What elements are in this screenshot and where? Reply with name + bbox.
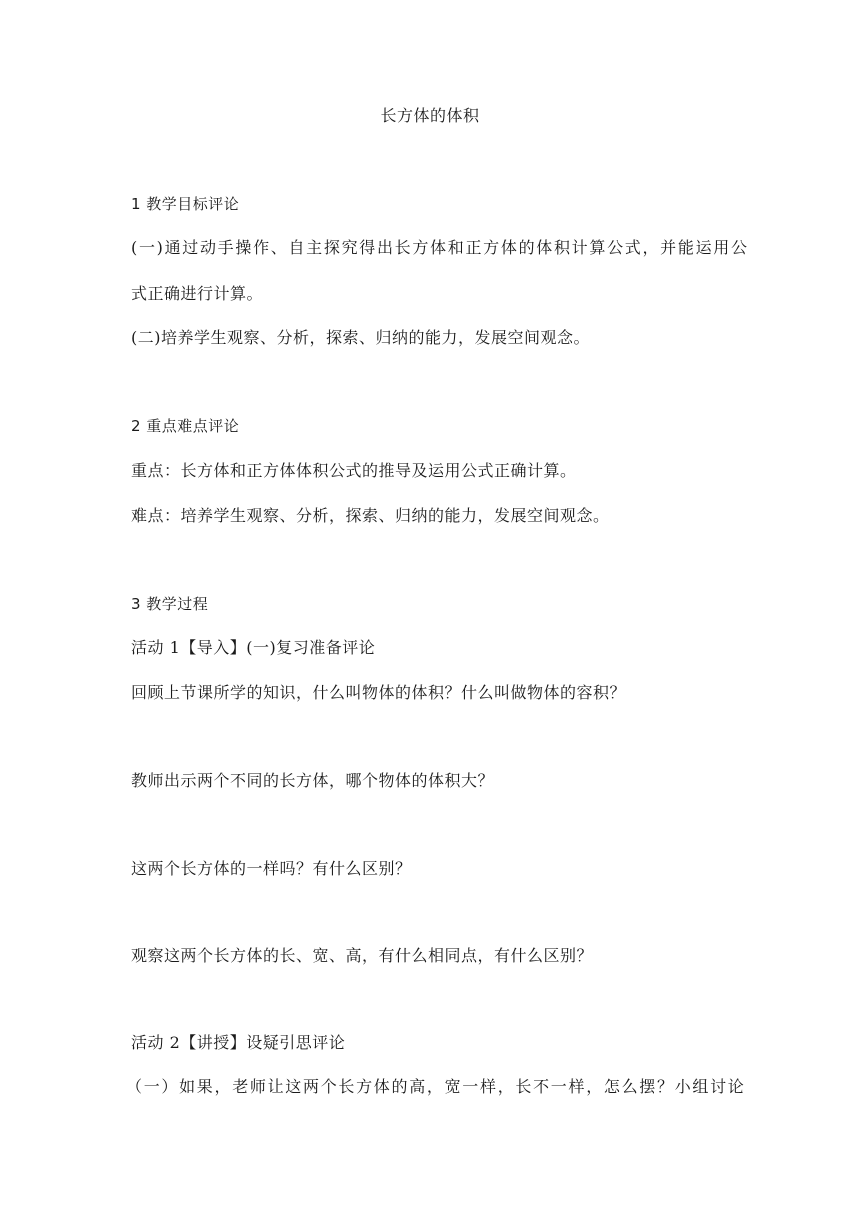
section-heading-teaching-process: 3 教学过程 (131, 595, 209, 613)
paragraph-line: 教师出示两个不同的长方体，哪个物体的体积大？ (131, 771, 495, 790)
section-heading-key-points: 2 重点难点评论 (131, 417, 240, 435)
paragraph-line: (二)培养学生观察、分析，探索、归纳的能力，发展空间观念。 (131, 328, 590, 347)
paragraph-line: 这两个长方体的一样吗？有什么区别？ (131, 859, 412, 878)
activity-heading: 活动 2【讲授】设疑引思评论 (131, 1033, 346, 1052)
paragraph-line: 难点：培养学生观察、分析，探索、归纳的能力，发展空间观念。 (131, 506, 610, 525)
activity-heading: 活动 1【导入】(一)复习准备评论 (131, 638, 376, 657)
paragraph-line: 观察这两个长方体的长、宽、高，有什么相同点，有什么区别？ (131, 946, 594, 965)
paragraph-line: 式正确进行计算。 (131, 284, 264, 303)
paragraph-line: 回顾上节课所学的知识，什么叫物体的体积？什么叫做物体的容积？ (131, 683, 627, 702)
paragraph-line: 重点：长方体和正方体体积公式的推导及运用公式正确计算。 (131, 461, 577, 480)
document-title: 长方体的体积 (380, 106, 480, 125)
paragraph-line: (一)通过动手操作、自主探究得出长方体和正方体的体积计算公式，并能运用公 (131, 238, 749, 257)
paragraph-line: （一）如果，老师让这两个长方体的高，宽一样，长不一样，怎么摆？小组讨论 (126, 1077, 746, 1096)
section-heading-teaching-goals: 1 教学目标评论 (131, 195, 240, 213)
